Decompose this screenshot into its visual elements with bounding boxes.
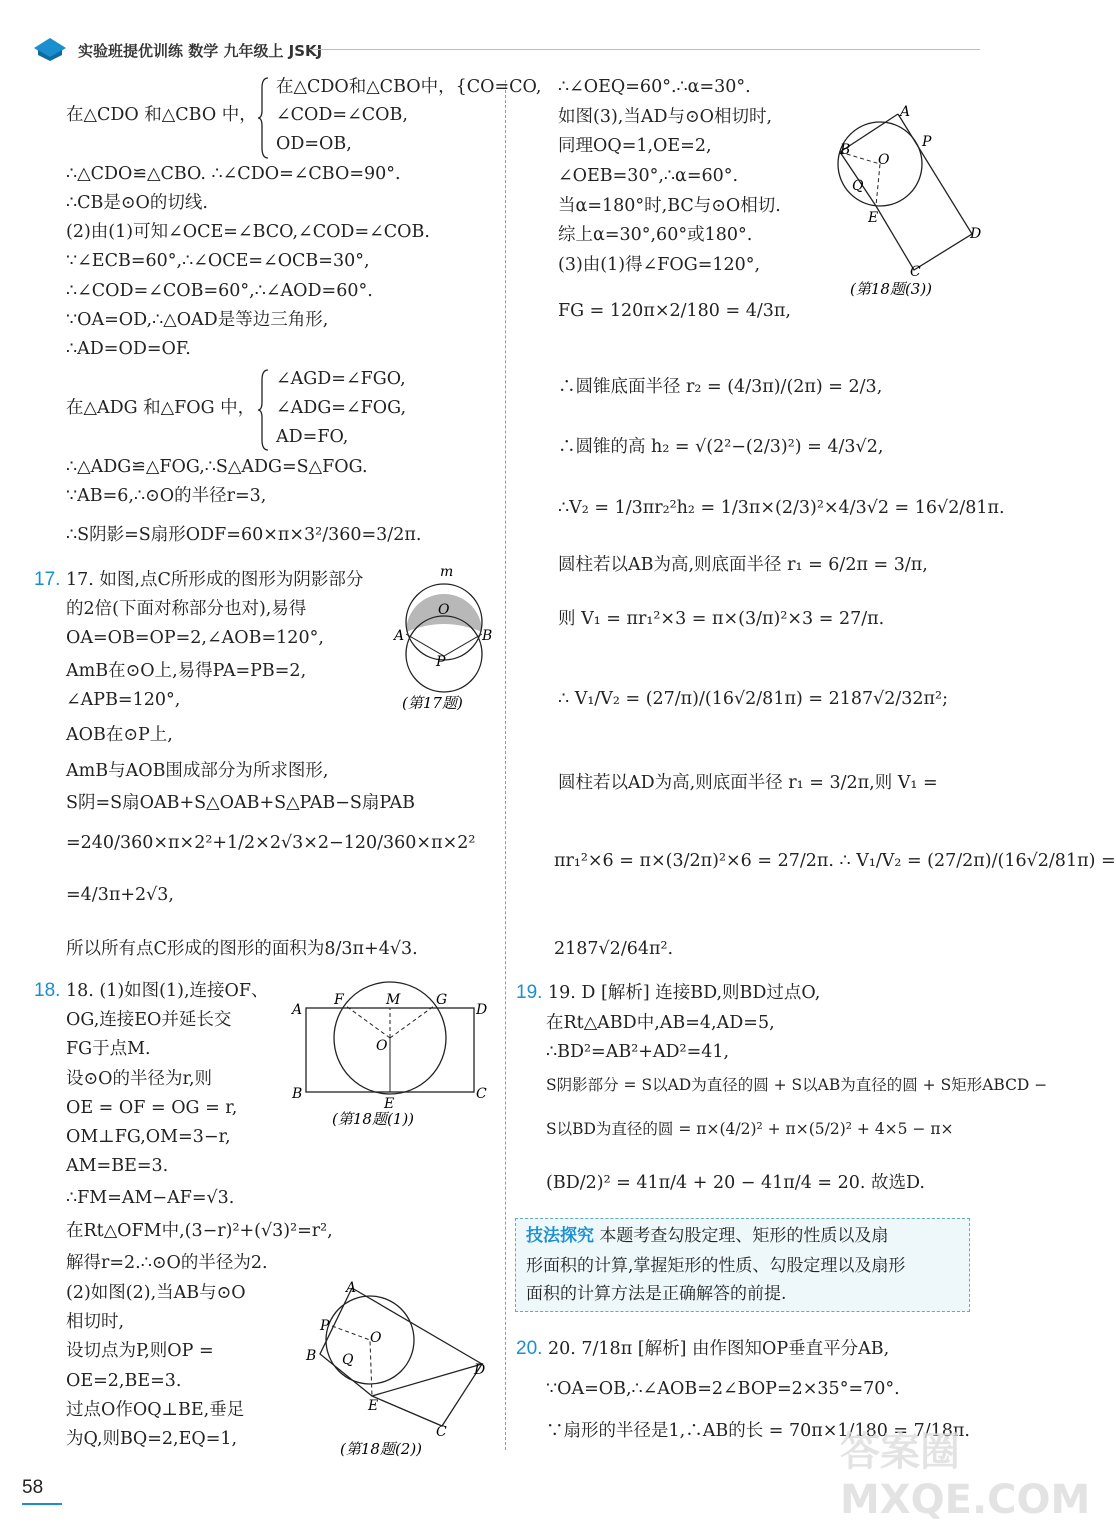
question-18: 18. 18. (1)如图(1),连接OF、	[34, 980, 269, 1001]
text-line: (2)如图(2),当AB与⊙O	[66, 1283, 246, 1303]
text-line: 在△ADG 和△FOG 中，	[66, 398, 256, 418]
text-line: OE=2,BE=3.	[66, 1371, 182, 1391]
text-line: ∴V₂ = 1/3πr₂²h₂ = 1/3π×(2/3)²×4/3√2 = 16√2/81π.	[558, 498, 1005, 518]
text-line: 如图(3),当AD与⊙O相切时,	[558, 107, 773, 127]
text-line: ∴∠OEQ=60°.∴α=30°.	[558, 77, 751, 97]
text-line: 解得r=2.∴⊙O的半径为2.	[66, 1253, 268, 1273]
fig-label: O	[878, 152, 890, 168]
fig-label: A	[292, 1002, 303, 1018]
text-line: ∴△ADG≌△FOG,∴S△ADG=S△FOG.	[66, 457, 368, 477]
tip-text: 本题考查勾股定理、矩形的性质以及扇	[599, 1226, 889, 1246]
text-line: 在Rt△ABD中,AB=4,AD=5,	[546, 1013, 775, 1033]
figure-18-3	[836, 104, 986, 300]
text-line: ∴CB是⊙O的切线.	[66, 193, 208, 213]
fig-label: A	[346, 1280, 357, 1296]
question-19: 19. 19. D [解析] 连接BD,则BD过点O,	[516, 982, 821, 1003]
fig-label: E	[384, 1096, 395, 1112]
text-line: 同理OQ=1,OE=2,	[558, 136, 712, 156]
text-line: ∠ADG=∠FOG,	[276, 398, 407, 418]
fig-label: m	[440, 564, 454, 580]
text-line: (3)由(1)得∠FOG=120°,	[558, 255, 761, 275]
text-line: ∵OA=OB,∴∠AOB=2∠BOP=2×35°=70°.	[546, 1379, 900, 1399]
header-title: 实验班提优训练 数学 九年级上 JSKJ	[78, 42, 323, 60]
page-number: 58	[22, 1477, 62, 1505]
text-line: 在△CDO和△CBO中，{CO=CO,	[276, 77, 542, 97]
text-line: AD=FO,	[276, 427, 349, 447]
tip-box	[515, 1218, 970, 1312]
text-line: 设⊙O的半径为r,则	[66, 1069, 213, 1089]
text-line: 则 V₁ = πr₁²×3 = π×(3/π)²×3 = 27/π.	[558, 609, 885, 629]
figure-caption: (第18题(1))	[332, 1110, 415, 1128]
fig-label: O	[370, 1330, 382, 1346]
fig-label: B	[306, 1348, 317, 1364]
text-line: OD=OB,	[276, 134, 352, 154]
text-line: 18. (1)如图(1),连接OF、	[66, 981, 269, 1001]
brace-icon	[258, 76, 270, 160]
text-line: FG于点M.	[66, 1039, 151, 1059]
fig-label: C	[476, 1086, 487, 1102]
text-line: AmB与AOB围成部分为所求图形,	[66, 761, 329, 781]
left-column	[0, 0, 542, 1460]
text-line: 为Q,则BQ=2,EQ=1,	[66, 1429, 238, 1449]
text-line: 的2倍(下面对称部分也对),易得	[66, 599, 307, 619]
fig-label: B	[292, 1086, 303, 1102]
text-line: 20. 7/18π [解析] 由作图知OP垂直平分AB,	[548, 1339, 890, 1359]
fig-label: G	[436, 992, 448, 1008]
fig-label: D	[970, 226, 982, 242]
text-line: =240/360×π×2²+1/2×2√3×2−120/360×π×2²	[66, 833, 476, 853]
fig-label: O	[376, 1038, 388, 1054]
text-line: 相切时,	[66, 1312, 125, 1332]
fig-label: B	[840, 142, 851, 158]
text-line: (2)由(1)可知∠OCE=∠BCO,∠COD=∠COB.	[66, 222, 430, 242]
text-line: ∴△CDO≌△CBO. ∴∠CDO=∠CBO=90°.	[66, 164, 401, 184]
fig-label: A	[394, 628, 405, 644]
text-line: ∴ V₁/V₂ = (27/π)/(16√2/81π) = 2187√2/32π²;	[558, 689, 948, 709]
text-line: 17. 如图,点C所形成的图形为阴影部分	[66, 570, 364, 590]
fig-label: D	[474, 1362, 486, 1378]
text-line: ∠OEB=30°,∴α=60°.	[558, 166, 739, 186]
text-line: ∴BD²=AB²+AD²=41,	[546, 1042, 730, 1062]
fig-label: F	[334, 992, 344, 1008]
text-line: 所以所有点C形成的图形的面积为8/3π+4√3.	[66, 939, 418, 959]
text-line: ∠APB=120°,	[66, 690, 181, 710]
text-line: ∵扇形的半径是1,∴AB的长 = 70π×1/180 = 7/18π.	[546, 1421, 970, 1441]
text-line: OA=OB=OP=2,∠AOB=120°,	[66, 628, 324, 648]
fig-label: P	[436, 654, 446, 670]
fig-label: P	[320, 1318, 330, 1334]
fig-label: E	[368, 1398, 379, 1414]
fig-label: P	[922, 134, 932, 150]
text-line: S以BD为直径的圆 = π×(4/2)² + π×(5/2)² + 4×5 − π×	[546, 1120, 954, 1138]
fig-label: C	[910, 264, 921, 280]
tip-line: 面积的计算方法是正确解答的前提.	[526, 1284, 787, 1304]
text-line: S阴影部分 = S以AD为直径的圆 + S以AB为直径的圆 + S矩形ABCD −	[546, 1076, 1048, 1094]
text-line: 过点O作OQ⊥BE,垂足	[66, 1400, 245, 1420]
fig-label: Q	[852, 178, 864, 194]
text-line: AmB在⊙O上,易得PA=PB=2,	[66, 661, 307, 681]
question-17: 17. 17. 如图,点C所形成的图形为阴影部分	[34, 569, 364, 590]
fig-label: O	[438, 602, 450, 618]
text-line: OG,连接EO并延长交	[66, 1010, 232, 1030]
fig-label: Q	[342, 1352, 354, 1368]
text-line: 19. D [解析] 连接BD,则BD过点O,	[548, 983, 821, 1003]
text-line: (BD/2)² = 41π/4 + 20 − 41π/4 = 20. 故选D.	[546, 1173, 925, 1193]
brace-icon	[258, 368, 270, 452]
text-line: 综上α=30°,60°或180°.	[558, 225, 753, 245]
text-line: 在Rt△OFM中,(3−r)²+(√3)²=r²,	[66, 1221, 333, 1241]
tip-badge: 技法探究	[526, 1226, 594, 1246]
fig-label: M	[386, 992, 401, 1008]
watermark-logo: 答案圈 MXQE.COM	[840, 1429, 1091, 1523]
text-line: ∵AB=6,∴⊙O的半径r=3,	[66, 486, 267, 506]
text-line: ∴FM=AM−AF=√3.	[66, 1188, 235, 1208]
text-line: ∵∠ECB=60°,∴∠OCE=∠OCB=30°,	[66, 251, 370, 271]
tip-line: 形面积的计算,掌握矩形的性质、勾股定理以及扇形	[526, 1256, 906, 1276]
text-line: OM⊥FG,OM=3−r,	[66, 1127, 231, 1147]
text-line: ∴圆锥的高 h₂ = √(2²−(2/3)²) = 4/3√2,	[558, 437, 884, 457]
tip-line	[526, 1225, 888, 1247]
fig-label: A	[900, 104, 911, 120]
fig-label: B	[482, 628, 493, 644]
text-line: 圆柱若以AB为高,则底面半径 r₁ = 6/2π = 3/π,	[558, 555, 928, 575]
text-line: ∠AGD=∠FGO,	[276, 369, 406, 389]
figure-caption: (第18题(3))	[850, 280, 933, 298]
text-line: 圆柱若以AD为高,则底面半径 r₁ = 3/2π,则 V₁ =	[558, 773, 938, 793]
text-line: ∵OA=OD,∴△OAD是等边三角形,	[66, 310, 329, 330]
text-line: =4/3π+2√3,	[66, 885, 174, 905]
text-line: ∴AD=OD=OF.	[66, 339, 191, 359]
text-line: AM=BE=3.	[66, 1156, 169, 1176]
text-line: 在△CDO 和△CBO 中，	[66, 105, 257, 125]
fig-label: D	[476, 1002, 488, 1018]
text-line: 当α=180°时,BC与⊙O相切.	[558, 196, 781, 216]
text-line: 设切点为P,则OP =	[66, 1341, 214, 1361]
figure-caption: (第18题(2))	[340, 1440, 423, 1458]
text-line: ∠COD=∠COB,	[276, 105, 408, 125]
question-20: 20. 20. 7/18π [解析] 由作图知OP垂直平分AB,	[516, 1338, 890, 1359]
figure-18-2	[302, 1280, 492, 1458]
text-line: FG = 120π×2/180 = 4/3π,	[558, 301, 791, 321]
figure-17	[390, 562, 500, 717]
text-line: ∴圆锥底面半径 r₂ = (4/3π)/(2π) = 2/3,	[558, 377, 883, 397]
text-line: πr₁²×6 = π×(3/2π)²×6 = 27/2π. ∴ V₁/V₂ = (27/2π)/(16√2/81π) =	[554, 851, 1116, 871]
fig-label: E	[868, 210, 879, 226]
figure-18-1	[288, 988, 493, 1130]
text-line: OE = OF = OG = r,	[66, 1098, 238, 1118]
text-line: S阴=S扇OAB+S△OAB+S△PAB−S扇PAB	[66, 793, 416, 813]
text-line: ∴S阴影=S扇形ODF=60×π×3²/360=3/2π.	[66, 525, 422, 545]
figure-caption: (第17题)	[402, 694, 463, 712]
text-line: AOB在⊙P上,	[66, 725, 173, 745]
text-line: ∴∠COD=∠COB=60°,∴∠AOD=60°.	[66, 281, 373, 301]
fig-label: C	[436, 1424, 447, 1440]
text-line: 2187√2/64π².	[554, 939, 674, 959]
